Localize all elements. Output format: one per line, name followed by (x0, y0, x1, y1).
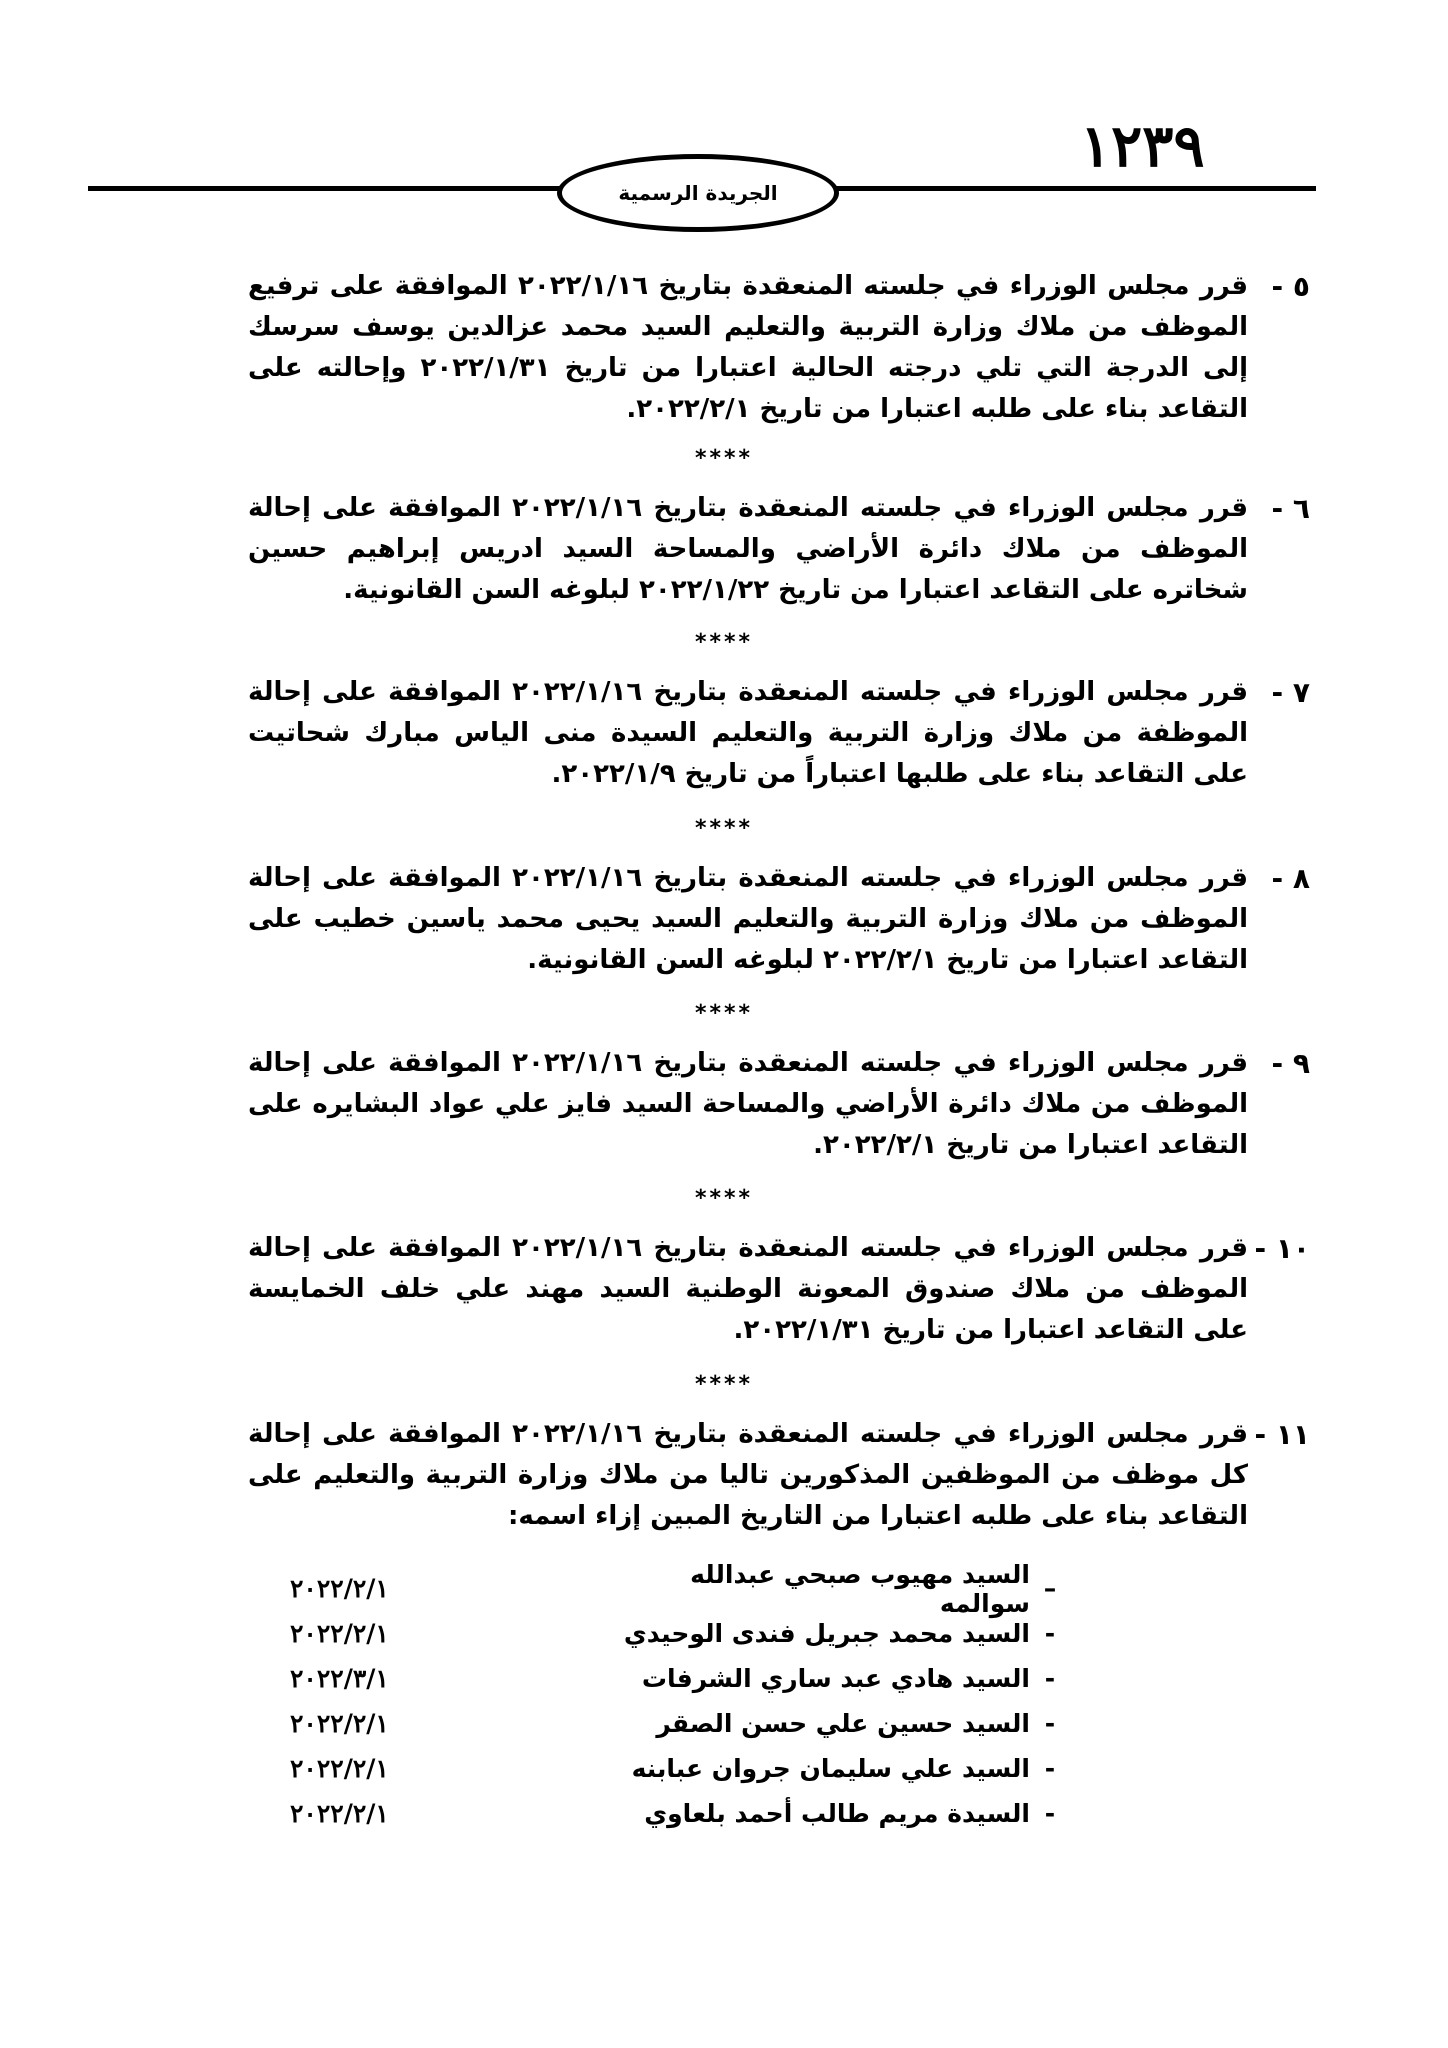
retiree-name: السيد محمد جبريل فندى الوحيدي (623, 1619, 1030, 1648)
retiree-name: السيدة مريم طالب أحمد بلعاوي (644, 1799, 1030, 1828)
decree-number: ٥ - (1271, 270, 1310, 303)
decree-8 (180, 858, 1310, 981)
decree-9 (180, 1043, 1310, 1166)
list-item (290, 1701, 1070, 1746)
retirement-date: ٢٠٢٢/٢/١ (290, 1754, 389, 1783)
decree-text: قرر مجلس الوزراء في جلسته المنعقدة بتاريخ ٢٠٢٢/١/١٦ الموافقة على إحالة الموظف من ملاك دائرة الأراضي والمساحة السيد ادريس إبراهيم حسين شخاتره على التقاعد اعتبارا من تاريخ ٢٠٢٢/١/٢٢ لبلوغه السن القانونية. (248, 493, 1248, 605)
retirement-date: ٢٠٢٢/٣/١ (290, 1664, 389, 1693)
decree-number: ٦ - (1271, 492, 1310, 525)
separator: **** (694, 630, 754, 655)
retirement-date: ٢٠٢٢/٢/١ (290, 1709, 389, 1738)
decree-10 (180, 1228, 1310, 1351)
decree-11 (180, 1414, 1310, 1537)
decree-6 (180, 488, 1310, 611)
retiree-name: السيد هادي عبد ساري الشرفات (641, 1664, 1030, 1693)
decree-number: ٧ - (1271, 676, 1310, 709)
decree-number: ١٠ - (1254, 1232, 1310, 1265)
list-dash: - (1044, 1799, 1056, 1828)
retirement-date: ٢٠٢٢/٢/١ (290, 1574, 389, 1603)
decree-text: قرر مجلس الوزراء في جلسته المنعقدة بتاريخ ٢٠٢٢/١/١٦ الموافقة على إحالة الموظف من ملاك دائرة الأراضي والمساحة السيد فايز علي عواد البشايره على التقاعد اعتبارا من تاريخ ٢٠٢٢/٢/١. (248, 1048, 1248, 1160)
separator: **** (694, 1001, 754, 1026)
retirees-list (290, 1559, 1070, 1836)
list-item (290, 1791, 1070, 1836)
decree-7 (180, 672, 1310, 795)
retiree-name: السيد مهيوب صبحي عبدالله سوالمه (690, 1559, 1030, 1618)
decree-text: قرر مجلس الوزراء في جلسته المنعقدة بتاريخ ٢٠٢٢/١/١٦ الموافقة على ترفيع الموظف من ملاك وزارة التربية والتعليم السيد محمد عزالدين يوسف سرسك إلى الدرجة التي تلي درجته الحالية اعتبارا من تاريخ ٢٠٢٢/١/٣١ وإحالته على التقاعد بناء على طلبه اعتبارا من تاريخ ٢٠٢٢/٢/١. (248, 271, 1249, 424)
decree-text: قرر مجلس الوزراء في جلسته المنعقدة بتاريخ ٢٠٢٢/١/١٦ الموافقة على إحالة الموظف من ملاك صندوق المعونة الوطنية السيد مهند علي خلف الخمايسة على التقاعد اعتبارا من تاريخ ٢٠٢٢/١/٣١. (248, 1233, 1248, 1345)
page-number: ١٢٣٩ (1080, 112, 1205, 180)
header-oval (557, 154, 839, 232)
list-item (290, 1559, 1070, 1618)
decree-text: قرر مجلس الوزراء في جلسته المنعقدة بتاريخ ٢٠٢٢/١/١٦ الموافقة على إحالة الموظف من ملاك وزارة التربية والتعليم السيد يحيى محمد ياسين خطيب على التقاعد اعتبارا من تاريخ ٢٠٢٢/٢/١ لبلوغه السن القانونية. (248, 863, 1248, 975)
retirement-date: ٢٠٢٢/٢/١ (290, 1799, 389, 1828)
decree-text: قرر مجلس الوزراء في جلسته المنعقدة بتاريخ ٢٠٢٢/١/١٦ الموافقة على إحالة كل موظف من الموظفين المذكورين تاليا من ملاك وزارة التربية والتعليم على التقاعد بناء على طلبه اعتبارا من التاريخ المبين إزاء اسمه: (248, 1419, 1248, 1531)
list-item (290, 1746, 1070, 1791)
list-dash: - (1044, 1709, 1056, 1738)
decree-5 (180, 266, 1310, 430)
gazette-title: الجريدة الرسمية (618, 181, 778, 205)
list-item (290, 1656, 1070, 1701)
decree-number: ٩ - (1271, 1047, 1310, 1080)
decree-text: قرر مجلس الوزراء في جلسته المنعقدة بتاريخ ٢٠٢٢/١/١٦ الموافقة على إحالة الموظفة من ملاك وزارة التربية والتعليم السيدة منى الياس مبارك شحاتيت على التقاعد بناء على طلبها اعتباراً من تاريخ ٢٠٢٢/١/٩. (248, 677, 1248, 789)
retiree-name: السيد حسين علي حسن الصقر (656, 1709, 1030, 1738)
list-dash: - (1044, 1754, 1056, 1783)
separator: **** (694, 1372, 754, 1397)
list-dash: – (1043, 1574, 1057, 1603)
separator: **** (694, 816, 754, 841)
retirement-date: ٢٠٢٢/٢/١ (290, 1619, 389, 1648)
separator: **** (694, 446, 754, 471)
separator: **** (694, 1186, 754, 1211)
retiree-name: السيد علي سليمان جروان عبابنه (631, 1754, 1030, 1783)
decree-number: ١١ - (1254, 1418, 1310, 1451)
list-dash: - (1044, 1619, 1056, 1648)
list-dash: - (1044, 1664, 1056, 1693)
decree-number: ٨ - (1271, 862, 1310, 895)
